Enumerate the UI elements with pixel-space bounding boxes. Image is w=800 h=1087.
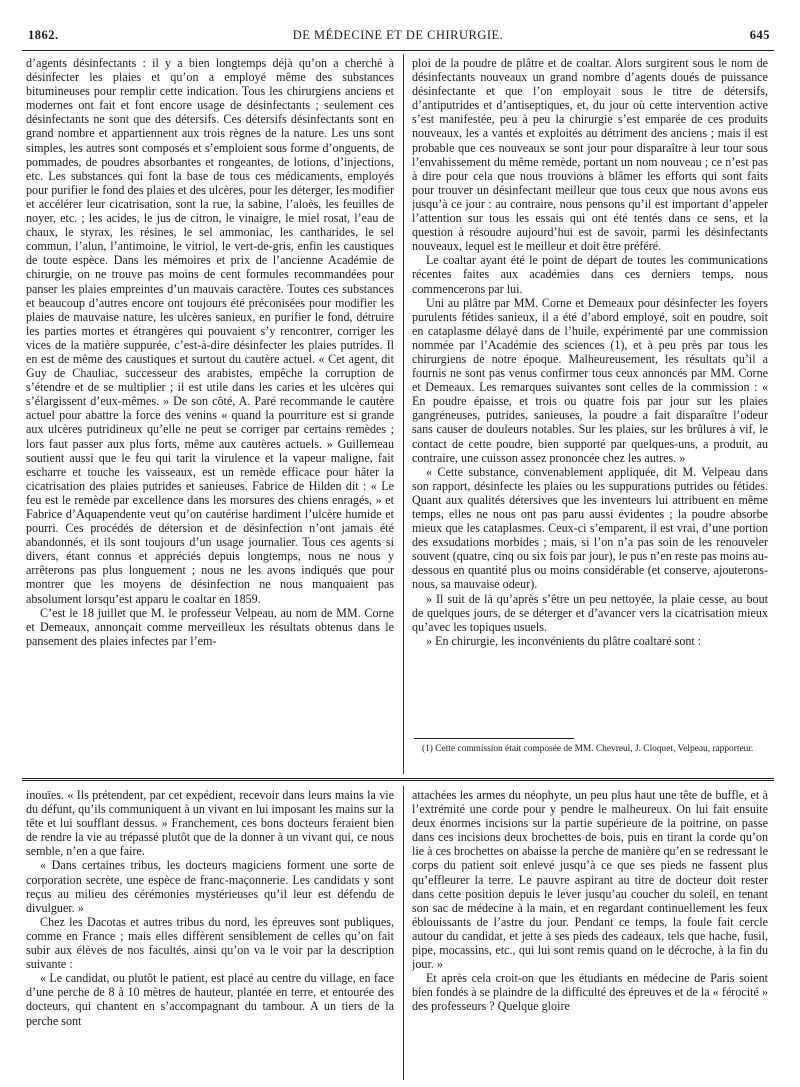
bottom-left-column: [26, 788, 394, 1078]
page-number: 645: [749, 28, 770, 42]
footnote-text: (1) Cette commission était composée de MM. Chevreul, J. Cloquet, Velpeau, rapporteur.: [422, 744, 754, 754]
paragraph: Chez les Dacotas et autres tribus du nord, les épreuves sont publiques, comme en France ; mais elles diffèrent sensiblement de celles qu’on fait subir aux élèves de nos facultés, ainsi qu’on va le voir par la description suivante :: [26, 914, 394, 972]
journal-page: [22, 0, 774, 1087]
header-rule: [22, 50, 774, 51]
running-title: DE MÉDECINE ET DE CHIRURGIE.: [292, 28, 504, 42]
paragraph: » En chirurgie, les inconvénients du plâtre coaltaré sont :: [426, 633, 702, 648]
footnote: [412, 744, 768, 755]
paragraph: Uni au plâtre par MM. Corne et Demeaux pour désinfecter les foyers purulents fétides sanieux, il a été d’abord employé, soit en poudre, soit en cataplasme délayé dans de l’huile, expérimenté par une commission nommée par l’Académie des sciences (1), et à peu près par tous les chirurgiens de notre époque. Malheureusement, les résultats qu’il a fournis ne sont pas venus confirmer tous ceux annoncés par MM. Corne et Demeaux. Les remarques suivantes sont celles de la commission : « En poudre épaisse, et trois ou quatre fois par jour sur les plaies gangréneuses, putrides, sanieuses, la poudre a fait disparaître l’odeur sans causer de douleurs notables. Sur les plaies, sur les brûlures à vif, le contact de cette poudre, bien supporté par quelques-uns, a produit, au contraire, une cuisson assez prononcée chez les autres. »: [412, 295, 768, 465]
footnote-rule: [414, 738, 574, 739]
paragraph: « Le candidat, ou plutôt le patient, est placé au centre du village, en face d’une perche de 8 à 10 mètres de hauteur, plantée en terre, et entourée des docteurs, qui chantent en s’accompagnant du tambour. A un tiers de la perche sont: [26, 971, 394, 1028]
column-divider: [403, 786, 404, 1080]
top-right-column: [412, 56, 768, 732]
paragraph: Et après cela croit-on que les étudiants en médecine de Paris soient bien fondés à se plaindre de la difficulté des épreuves et de la « férocité » des professeurs ? Quelque gloire: [412, 971, 768, 1014]
top-left-column: [26, 56, 394, 772]
page-header: [22, 28, 774, 48]
paragraph: inouïes. « Ils prétendent, par cet expédient, recevoir dans leurs mains la vie du défunt, qu’ils communiquent à un vivant en lui imposant les mains sur la tête et lui soufflant dessus. » Franchement, ces bons docteurs feraient bien de rendre la vie au trépassé plutôt que de la donner à un vivant qui, ce nous semble, n’en a que faire.: [26, 788, 394, 859]
paragraph: » Il suit de là qu’après s’être un peu nettoyée, la plaie cesse, au bout de quelques jours, de se déterger et d’avancer vers la cicatrisation mieux qu’avec les topiques usuels.: [412, 591, 768, 634]
paragraph: attachées les armes du néophyte, un peu plus haut une tête de buffle, et à l’extrémité une corde pour y pendre le malheureux. On lui fait ensuite deux énormes incisions sur la partie supérieure de la poitrine, on passe dans ces incisions deux brochettes de bois, puis en tirant la corde qu’on lie à ces brochettes on abaisse la perche de manière qu’en se redressant le corps du patient soit enlevé jusqu’à ce que ses pieds ne fassent plus qu’effleurer la terre. Le pauvre aspirant au titre de docteur doit rester dans cette position depuis le lever jusqu’au coucher du soleil, en tenant son sac de médecine à la main, et en regardant continuellement les feux éblouissants de l’astre du jour. Pendant ce temps, la foule fait cercle autour du candidat, et jette à ses pieds des cadeaux, tels que hache, fusil, pipe, mocassins, etc., qui lui sont remis quand on le décroche, à la fin du jour. »: [412, 788, 768, 972]
paragraph: « Dans certaines tribus, les docteurs magiciens forment une sorte de corporation secrète, une espèce de franc-maçonnerie. Les candidats y sont reçus au milieu des cérémonies mystérieuses qu’il leur est défendu de divulguer. »: [26, 858, 394, 915]
paragraph: Le coaltar ayant été le point de départ de toutes les communications récentes faites aux académies dans ces derniers temps, nous commencerons par lui.: [412, 253, 768, 296]
paragraph: « Cette substance, convenablement appliquée, dit M. Velpeau dans son rapport, désinfecte les plaies ou les suppurations putrides ou fétides. Quant aux qualités détersives que les inventeurs lui attribuent en même temps, elles ne nous ont pas paru aussi évidentes ; la poudre absorbe mieux que les cataplasmes. Ceux-ci s’emparent, il est vrai, d’une portion des exsudations morbides ; mais, si l’on n’a pas soin de les renouveler souvent (quatre, cinq ou six fois par jour), le pus n’en reste pas moins au-dessous en quantité plus ou moins considérable (et conserve, ajouterons-nous, sa mauvaise odeur).: [412, 464, 768, 592]
paragraph: C’est le 18 juillet que M. le professeur Velpeau, au nom de MM. Corne et Demeaux, annonçait comme merveilleux les résultats obtenus dans le pansement des plaies infectes par l’em-: [26, 605, 394, 648]
paragraph: d’agents désinfectants : il y a bien longtemps déjà qu’on a cherché à désinfecter les plaies et qu’on a employé même des substances bitumineuses pour remplir cette indication. Tous les chirurgiens anciens et modernes ont fait et font encore usage de désinfectants ; seulement ces désinfectants ne sont que des détersifs. Ces détersifs désinfectants sont en grand nombre et appartiennent aux trois règnes de la nature. Les uns sont simples, les autres sont composés et s’emploient sous forme d’onguents, de pommades, de poudres absorbantes et rongeantes, de lotions, d’injections, etc. Les substances qui font la base de tous ces médicaments, employés pour purifier le fond des plaies et des ulcères, pour les déterger, les modifier et accélérer leur cicatrisation, sont la rue, la sabine, l’aloès, les feuilles de noyer, etc. ; les acides, le jus de citron, le vinaigre, le miel rosat, l’eau de chaux, le styrax, les résines, le sel ammoniac, les cantharides, le sel commun, l’alun, l’antimoine, le vitriol, le vert-de-gris, enfin les caustiques de toute espèce. Dans les mémoires et prix de l’ancienne Académie de chirurgie, on ne trouve pas moins de cent formules recommandées pour panser les plaies empreintes d’un mauvais caractère. Toutes ces substances et beaucoup d’autres encore ont toujours été préconisées pour modifier les plaies de mauvaise nature, les ulcères sanieux, en purifier le fond, détruire les parties mortes et étrangères qui pouvaient s’y rencontrer, corriger les vices de la matière suppurée, c’est-à-dire désinfecter les plaies putrides. Il en est de même des caustiques et surtout du cautère actuel. « Cet agent, dit Guy de Chauliac, successeur des arabistes, empêche la corruption de s’étendre et de se multiplier ; il est utile dans les caries et les ulcères qui s’élargissent d’eux-mêmes. » De son côté, A. Paré recommande le cautère actuel pour abattre la force des venins « quand la pourriture est si grande aux ulcères putridineux qu’elle ne peut se corriger par certains remèdes ; lors faut passer aux plus forts, même aux cautères actuels. » Guillemeau soutient aussi que le feu qui tarit la virulence et la vapeur maligne, fait escharre et touche les vaisseaux, est un remède efficace pour hâter la cicatrisation des plaies putrides et sanieuses. Fabrice de Hilden dit : « Le feu est le remède par excellence dans les morsures des chiens enragés, » et Fabrice d’Aquapendente veut qu’on cautérise hardiment l’ulcère humide et pourri. Ces procédés de détersion et de désinfection n’ont jamais été abandonnés, et ils sont toujours d’un usage journalier. Tous ces agents si divers, étant connus et appréciés depuis longtemps, nous ne nous y arrêterons pas plus longuement ; nous ne les avons indiqués que pour montrer que les moyens de désinfection ne nous manquaient pas absolument lorsqu’est apparu le coaltar en 1859.: [26, 56, 394, 606]
header-year: 1862.: [28, 28, 59, 42]
bottom-right-column: [412, 788, 768, 1078]
paragraph: ploi de la poudre de plâtre et de coaltar. Alors surgirent sous le nom de désinfectants nouveaux un grand nombre d’agents doués de puissance désinfectante et que l’on employait sous le titre de détersifs, d’antiputrides et d’antiseptiques, et, du jour où cette intervention active s’est manifestée, peu à peu la chirurgie s’est emparée de ces produits nouveaux, les a vantés et exploités au détriment des anciens ; mais il est probable que ces nouveaux se sont jour pour disparaître à leur tour sous l’envahissement du même remède, portant un nom nouveau ; ce n’est pas à dire pour cela que nous trouvions à blâmer les efforts qui sont faits pour trouver un désinfectant meilleur que tous ceux que nous avons eus jusqu’à ce jour : au contraire, nous pensons qu’il est important d’appeler l’attention sur tous les essais qui ont été tentés dans ce sens, et la question à résoudre aujourd’hui est de savoir, parmi les désinfectants nouveaux, lequel est le meilleur et doit être préféré.: [412, 56, 768, 254]
section-separator: [22, 778, 774, 781]
column-divider: [403, 54, 404, 774]
